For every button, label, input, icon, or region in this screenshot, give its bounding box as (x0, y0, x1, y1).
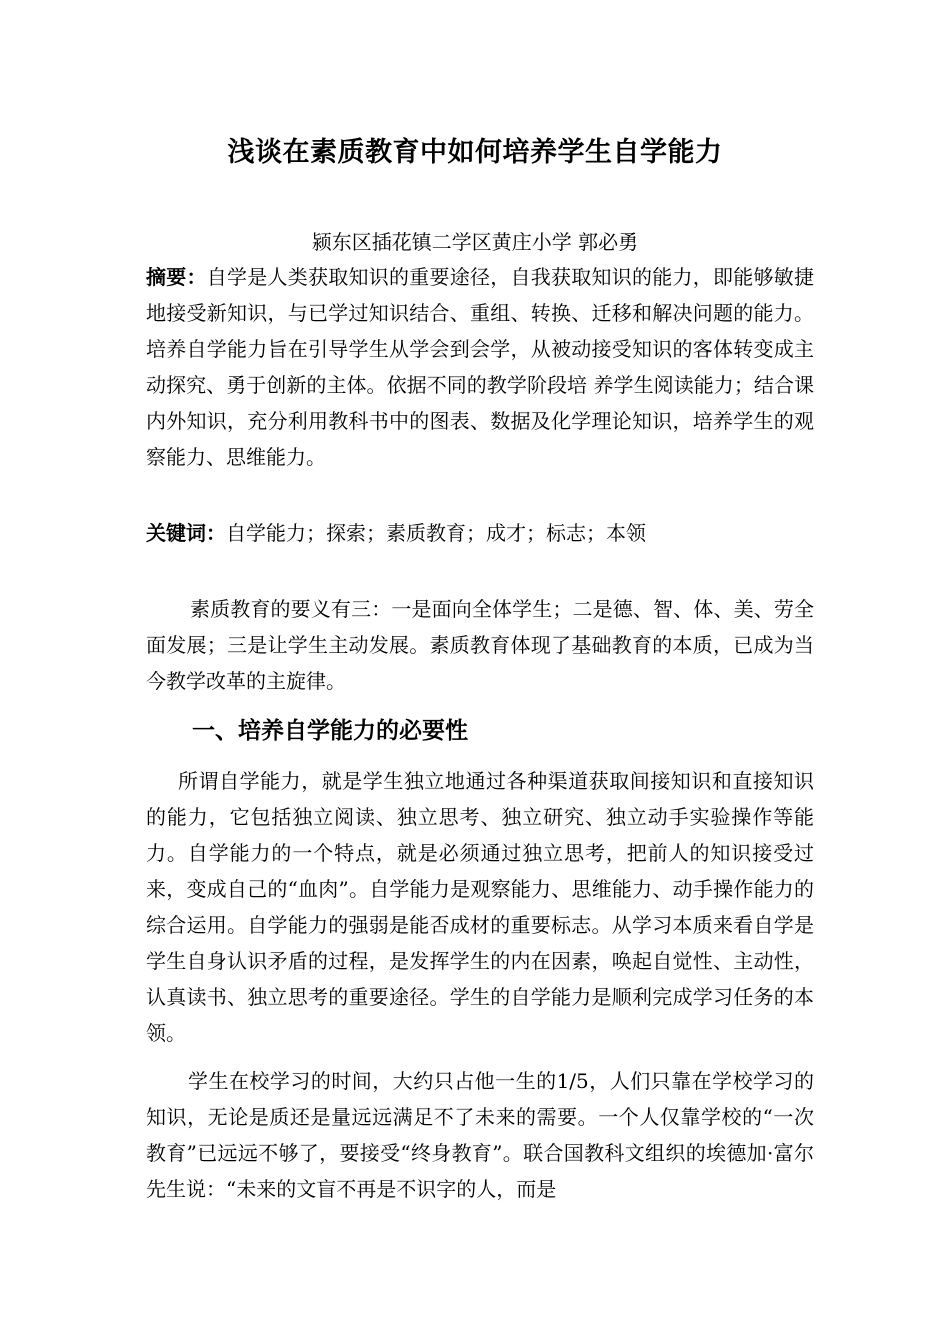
keywords-label: 关键词： (146, 521, 226, 545)
author-line: 颍东区插花镇二学区黄庄小学 郭必勇 (311, 230, 639, 254)
document-title: 浅谈在素质教育中如何培养学生自学能力 (227, 137, 723, 168)
section-heading: 一、培养自学能力的必要性 (192, 717, 468, 744)
body-paragraph: 学生在校学习的时间，大约只占他一生的1/5，人们只靠在学校学习的知识，无论是质还是量远远满足不了未来的需要。一个人仅靠学校的“一次教育”已远远不够了，要接受“终身教育”。联合国教科文组织的埃德加·富尔先生说：“未来的文盲不再是不识字的人，而是 (146, 1069, 814, 1201)
abstract-label: 摘要： (146, 265, 207, 289)
abstract-text: 自学是人类获取知识的重要途径，自我获取知识的能力，即能够敏捷地接受新知识，与已学过知识结合、重组、转换、迁移和解决问题的能力。培养自学能力旨在引导学生从学会到会学，从被动接受知识的客体转变成主动探究、勇于创新的主体。依据不同的教学阶段培 养学生阅读能力；结合课内外知识，充分利用教科书中的图表、数据及化学理论知识，培养学生的观察能力、思维能力。 (146, 265, 814, 469)
body-paragraph: 所谓自学能力，就是学生独立地通过各种渠道获取间接知识和直接知识的能力，它包括独立阅读、独立思考、独立研究、独立动手实验操作等能力。自学能力的一个特点，就是必须通过独立思考，把前人的知识接受过来，变成自己的“血肉”。自学能力是观察能力、思维能力、动手操作能力的综合运用。自学能力的强弱是能否成材的重要标志。从学习本质来看自学是学生自身认识矛盾的过程，是发挥学生的内在因素，唤起自觉性、主动性，认真读书、独立思考的重要途径。学生的自学能力是顺利完成学习任务的本领。 (146, 769, 814, 1045)
keywords-text: 自学能力；探索；素质教育；成才；标志；本领 (226, 521, 646, 545)
abstract-paragraph (146, 259, 814, 475)
intro-paragraph: 素质教育的要义有三：一是面向全体学生；二是德、智、体、美、劳全面发展；三是让学生主动发展。素质教育体现了基础教育的本质，已成为当今教学改革的主旋律。 (146, 597, 814, 693)
keywords-line (146, 515, 814, 551)
